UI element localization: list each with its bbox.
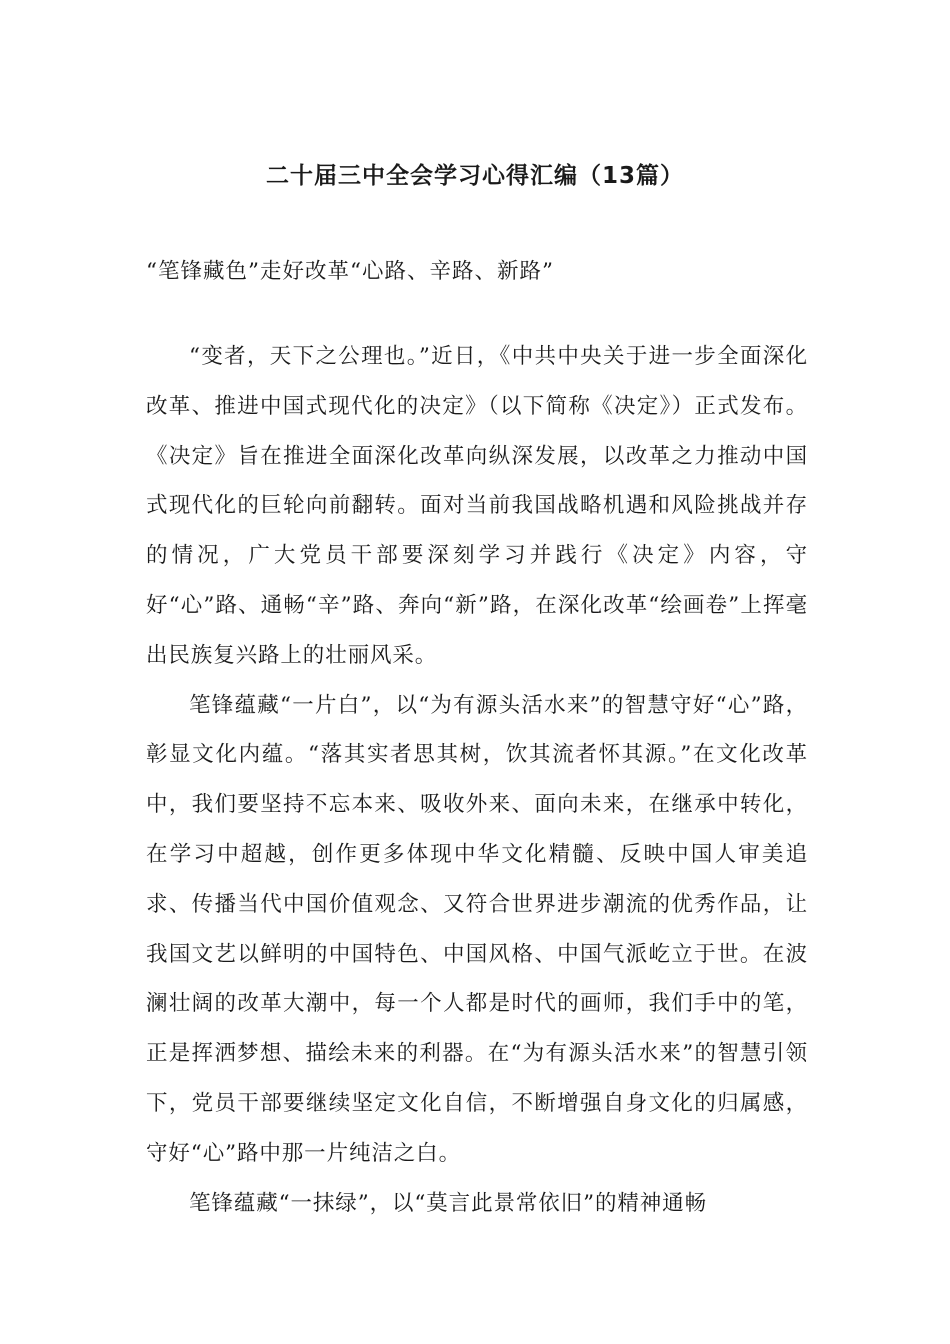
article-title: “笔锋藏色”走好改革“心路、辛路、新路” (146, 259, 554, 284)
document-title: 二十届三中全会学习心得汇编（13篇） (265, 163, 684, 189)
paragraph-2: 笔锋蕴藏“一片白”，以“为有源头活水来”的智慧守好“心”路，彰显文化内蕴。“落其实者思其树，饮其流者怀其源。”在文化改革中，我们要坚持不忘本来、吸收外来、面向未来，在继承中转化，在学习中超越，创作更多体现中华文化精髓、反映中国人审美追求、传播当代中国价值观念、又符合世界进步潮流的优秀作品，让我国文艺以鲜明的中国特色、中国风格、中国气派屹立于世。在波澜壮阔的改革大潮中，每一个人都是时代的画师，我们手中的笔，正是挥洒梦想、描绘未来的利器。在“为有源头活水来”的智慧引领下，党员干部要继续坚定文化自信，不断增强自身文化的归属感，守好“心”路中那一片纯洁之白。 (146, 692, 808, 1166)
paragraph-1: “变者，天下之公理也。”近日，《中共中央关于进一步全面深化改革、推进中国式现代化的决定》（以下简称《决定》）正式发布。《决定》旨在推进全面深化改革向纵深发展，以改革之力推动中国式现代化的巨轮向前翻转。面对当前我国战略机遇和风险挑战并存的情况，广大党员干部要深刻学习并践行《决定》内容，守好“心”路、通畅“辛”路、奔向“新”路，在深化改革“绘画卷”上挥毫出民族复兴路上的壮丽风采。 (146, 344, 808, 668)
article-body (146, 332, 808, 1228)
paragraph-3: 笔锋蕴藏“一抹绿”，以“莫言此景常依旧”的精神通畅 (189, 1190, 707, 1216)
